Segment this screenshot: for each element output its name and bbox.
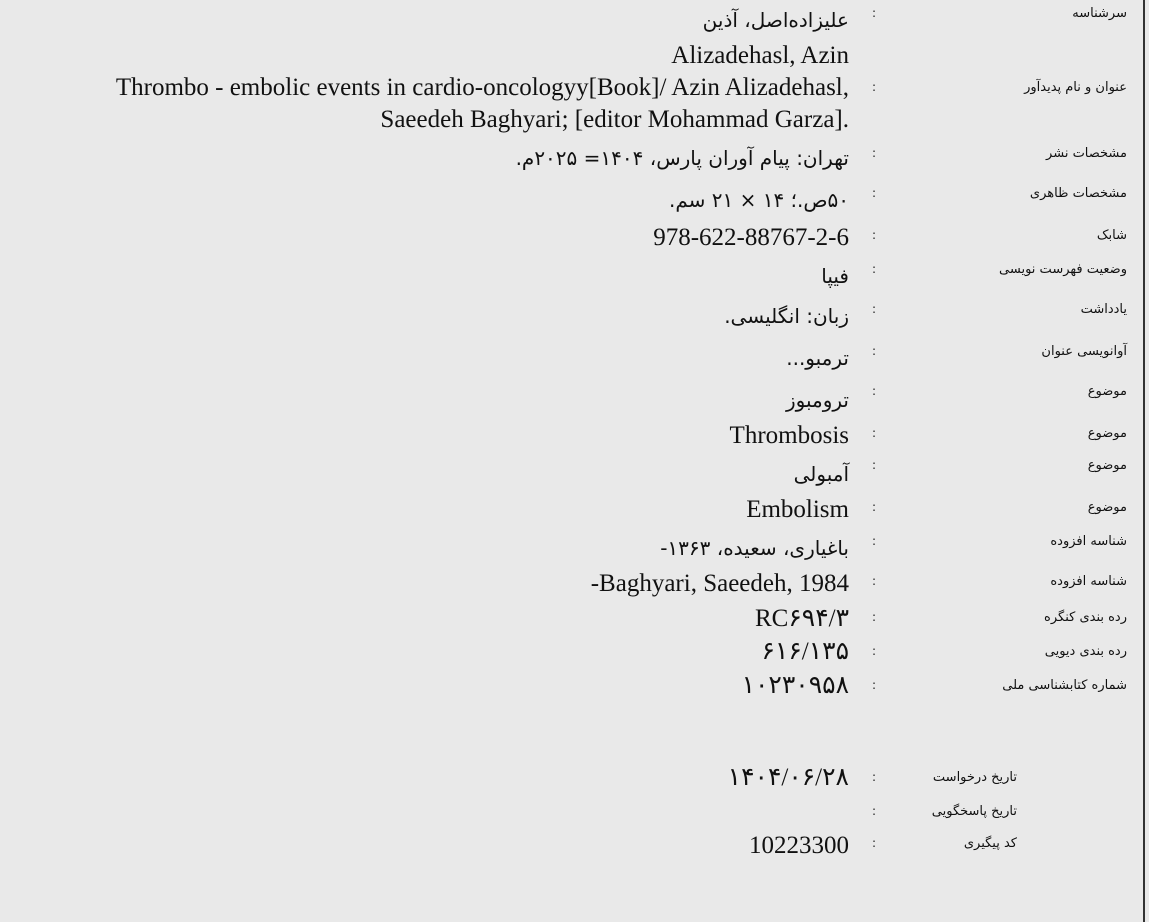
field-label: وضعیت فهرست نویسی xyxy=(999,262,1127,277)
field-label: یادداشت xyxy=(1080,302,1127,317)
field-colon: : xyxy=(872,610,877,624)
request-label: تاریخ پاسخگویی xyxy=(931,804,1017,819)
field-value: علیزاده‌اصل، آذین xyxy=(702,8,849,32)
field-colon: : xyxy=(872,146,877,160)
field-colon: : xyxy=(872,302,877,316)
field-colon: : xyxy=(872,426,877,440)
field-colon: : xyxy=(872,228,877,242)
field-value: زبان: انگلیسی. xyxy=(724,304,849,328)
field-value: Thrombosis xyxy=(729,422,849,449)
field-label: مشخصات ظاهری xyxy=(1029,186,1127,201)
field-label: موضوع xyxy=(1087,500,1127,515)
field-label: رده بندی دیویی xyxy=(1044,644,1127,659)
field-colon: : xyxy=(872,770,877,784)
field-label: شناسه افزوده xyxy=(1050,574,1127,589)
field-colon: : xyxy=(872,574,877,588)
field-label: شناسه افزوده xyxy=(1050,534,1127,549)
field-value: آمبولی xyxy=(793,462,849,486)
field-value: تهران: پیام آوران پارس، ۱۴۰۴= ۲۰۲۵م. xyxy=(515,146,849,170)
field-colon: : xyxy=(872,678,877,692)
field-colon: : xyxy=(872,6,877,20)
field-value: Embolism xyxy=(746,496,849,523)
request-value: 10223300 xyxy=(749,832,849,859)
field-label: موضوع xyxy=(1087,384,1127,399)
field-colon: : xyxy=(872,458,877,472)
field-colon: : xyxy=(872,80,877,94)
field-colon: : xyxy=(872,500,877,514)
field-value: باغیاری، سعیده، ۱۳۶۳- xyxy=(660,536,849,560)
field-label: رده بندی کنگره xyxy=(1044,610,1127,625)
request-value: ۱۴۰۴/۰۶/۲۸ xyxy=(727,764,849,791)
field-label: موضوع xyxy=(1087,458,1127,473)
field-value: ترومبوز xyxy=(786,388,849,412)
field-colon: : xyxy=(872,262,877,276)
field-label: عنوان و نام پدیدآور xyxy=(1024,80,1127,95)
field-colon: : xyxy=(872,644,877,658)
field-label: شماره کتابشناسی ملی xyxy=(1002,678,1127,693)
field-value: Alizadehasl, Azin xyxy=(671,42,849,69)
field-colon: : xyxy=(872,804,877,818)
field-colon: : xyxy=(872,186,877,200)
field-value: -Baghyari, Saeedeh, 1984 xyxy=(590,570,849,597)
field-value: ۵۰ص.؛ ۱۴ × ۲۱ سم. xyxy=(669,188,849,212)
request-label: کد پیگیری xyxy=(963,836,1017,851)
field-value: ۶۱۶/۱۳۵ xyxy=(761,638,849,665)
field-label: سرشناسه xyxy=(1072,6,1127,21)
field-colon: : xyxy=(872,534,877,548)
field-label: آوانویسی عنوان xyxy=(1041,344,1127,359)
field-label: موضوع xyxy=(1087,426,1127,441)
field-colon: : xyxy=(872,344,877,358)
field-value: RC۶۹۴/۳ xyxy=(754,605,849,632)
field-label: مشخصات نشر xyxy=(1046,146,1127,161)
field-value: ترمبو... xyxy=(786,346,849,370)
field-value: ۱۰۲۳۰۹۵۸ xyxy=(741,672,849,699)
field-value: Thrombo - embolic events in cardio-oncologyy[Book]/ Azin Alizadehasl, Saeedeh Baghyari; [editor Mohammad Garza]. xyxy=(115,74,849,133)
field-colon: : xyxy=(872,384,877,398)
field-value: فیپا xyxy=(821,264,849,288)
field-colon: : xyxy=(872,836,877,850)
field-value: 978-622-88767-2-6 xyxy=(653,224,849,251)
field-label: شابک xyxy=(1096,228,1127,243)
request-label: تاریخ درخواست xyxy=(932,770,1017,785)
